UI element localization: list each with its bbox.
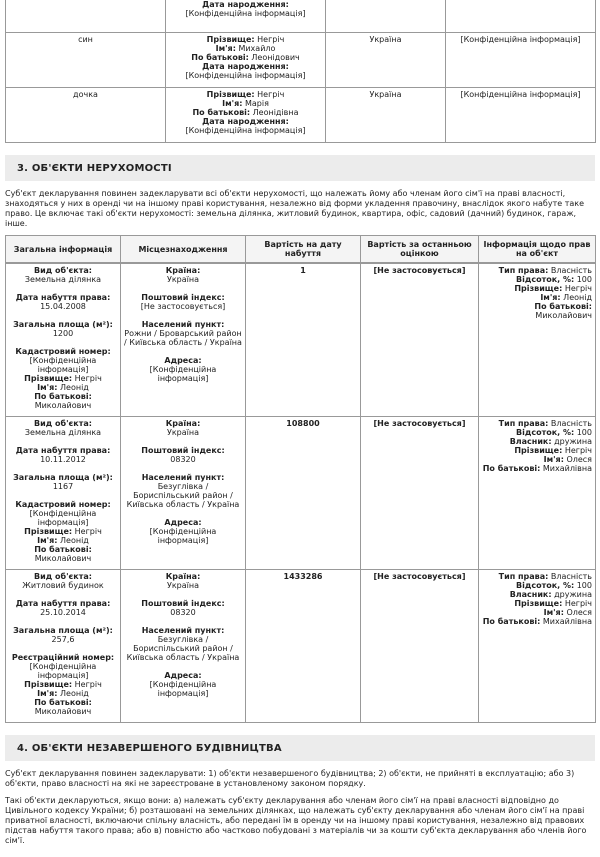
table-row bbox=[6, 417, 596, 570]
info-cell: [Конфіденційна інформація] bbox=[446, 33, 596, 88]
table-row bbox=[6, 33, 596, 88]
column-header: Вартість за останньою оцінкою bbox=[361, 236, 479, 263]
section-4-para-2: Такі об'єкти декларуються, якщо вони: а) належать суб'єкту декларування або членам його сім'ї на праві власності відповідно до Цивільного кодексу України; б) розташовані на земельних ділянках, що належать суб'єкту декларування або членам його сім'ї на праві приватної власності, включаючи спільну власність, або передані їм в оренду чи на іншому праві користування, незалежно від правових підстав набуття такого права; або в) повністю або частково побудовані з матеріалів чи за кошти суб'єкта декларування або членів його сім'ї. bbox=[5, 796, 587, 845]
rights-cell: Тип права: Власність Відсоток, %: 100 Прізвище: Негріч Ім'я: Леонід По батькові: Миколайович bbox=[479, 264, 596, 417]
general-info-cell: Вид об'єкта: Житловий будинок Дата набуття права: 25.10.2014 Загальна площа (м²): 257,6 Реєстраційний номер: [Конфіденційна інформація] Прізвище: Негріч Ім'я: Леонід По батькові: Миколайович bbox=[6, 570, 121, 723]
table-row bbox=[6, 264, 596, 417]
real-estate-rows bbox=[5, 263, 596, 723]
country-cell: Україна bbox=[326, 33, 446, 88]
family-person-cell: Прізвище: Негріч Ім'я: Марія По батькові: Леонідівна Дата народження: [Конфіденційна інформація] bbox=[166, 88, 326, 143]
family-person-cell: Дата народження: [Конфіденційна інформація] bbox=[166, 0, 326, 33]
valuation-cell: [Не застосовується] bbox=[361, 417, 479, 570]
section-3-intro: Суб'єкт декларування повинен задекларувати всі об'єкти нерухомості, що належать йому або членам його сім'ї на праві власності, знаходяться у них в оренді чи на іншому праві користування, незалежно від форми укладення правочину, внаслідок якого набуте таке право. Це включає такі об'єкти нерухомості: земельна ділянка, житловий будинок, квартира, офіс, садовий (дачний) будинок, гараж, інше. bbox=[5, 189, 585, 228]
section-4-title: 4. ОБ'ЄКТИ НЕЗАВЕРШЕНОГО БУДІВНИЦТВА bbox=[5, 735, 595, 761]
rights-cell: Тип права: Власність Відсоток, %: 100 Власник: дружина Прізвище: Негріч Ім'я: Олеся По батькові: Михайлівна bbox=[479, 570, 596, 723]
table-row bbox=[6, 88, 596, 143]
column-header: Інформація щодо прав на об'єкт bbox=[479, 236, 596, 263]
location-cell: Країна: Україна Поштовий індекс: 08320 Населений пункт: Безуглівка / Бориспільський район / Київська область / Україна Адреса: [Конфіденційна інформація] bbox=[121, 417, 246, 570]
section-3-title: 3. ОБ'ЄКТИ НЕРУХОМОСТІ bbox=[5, 155, 595, 181]
table-row bbox=[6, 570, 596, 723]
column-header: Загальна інформація bbox=[6, 236, 121, 263]
general-info-cell: Вид об'єкта: Земельна ділянка Дата набуття права: 15.04.2008 Загальна площа (м²): 1200 Кадастровий номер: [Конфіденційна інформація] Прізвище: Негріч Ім'я: Леонід По батькові: Миколайович bbox=[6, 264, 121, 417]
column-header: Місцезнаходження bbox=[121, 236, 246, 263]
real-estate-table bbox=[5, 235, 596, 263]
acquisition-cost-cell: 1 bbox=[246, 264, 361, 417]
valuation-cell: [Не застосовується] bbox=[361, 264, 479, 417]
location-cell: Країна: Україна Поштовий індекс: 08320 Населений пункт: Безуглівка / Бориспільський район / Київська область / Україна Адреса: [Конфіденційна інформація] bbox=[121, 570, 246, 723]
info-cell: [Конфіденційна інформація] bbox=[446, 88, 596, 143]
family-table bbox=[5, 0, 596, 143]
general-info-cell: Вид об'єкта: Земельна ділянка Дата набуття права: 10.11.2012 Загальна площа (м²): 1167 Кадастровий номер: [Конфіденційна інформація] Прізвище: Негріч Ім'я: Леонід По батькові: Миколайович bbox=[6, 417, 121, 570]
relation-cell: син bbox=[6, 33, 166, 88]
family-person-cell: Прізвище: Негріч Ім'я: Михайло По батькові: Леонідович Дата народження: [Конфіденційна інформація] bbox=[166, 33, 326, 88]
table-header-row bbox=[6, 236, 596, 263]
acquisition-cost-cell: 108800 bbox=[246, 417, 361, 570]
valuation-cell: [Не застосовується] bbox=[361, 570, 479, 723]
table-row bbox=[6, 0, 596, 33]
acquisition-cost-cell: 1433286 bbox=[246, 570, 361, 723]
country-cell: Україна bbox=[326, 88, 446, 143]
relation-cell: дочка bbox=[6, 88, 166, 143]
rights-cell: Тип права: Власність Відсоток, %: 100 Власник: дружина Прізвище: Негріч Ім'я: Олеся По батькові: Михайлівна bbox=[479, 417, 596, 570]
section-4-para-1: Суб'єкт декларування повинен задекларувати: 1) об'єкти незавершеного будівництва; 2) об'єкти, не прийняті в експлуатацію; або 3) об'єкти, право власності на які не зареєстроване в установленому законом порядку. bbox=[5, 769, 575, 788]
location-cell: Країна: Україна Поштовий індекс: [Не застосовується] Населений пункт: Рожни / Броварський район / Київська область / Україна Адреса: [Конфіденційна інформація] bbox=[121, 264, 246, 417]
column-header: Вартість на дату набуття bbox=[246, 236, 361, 263]
